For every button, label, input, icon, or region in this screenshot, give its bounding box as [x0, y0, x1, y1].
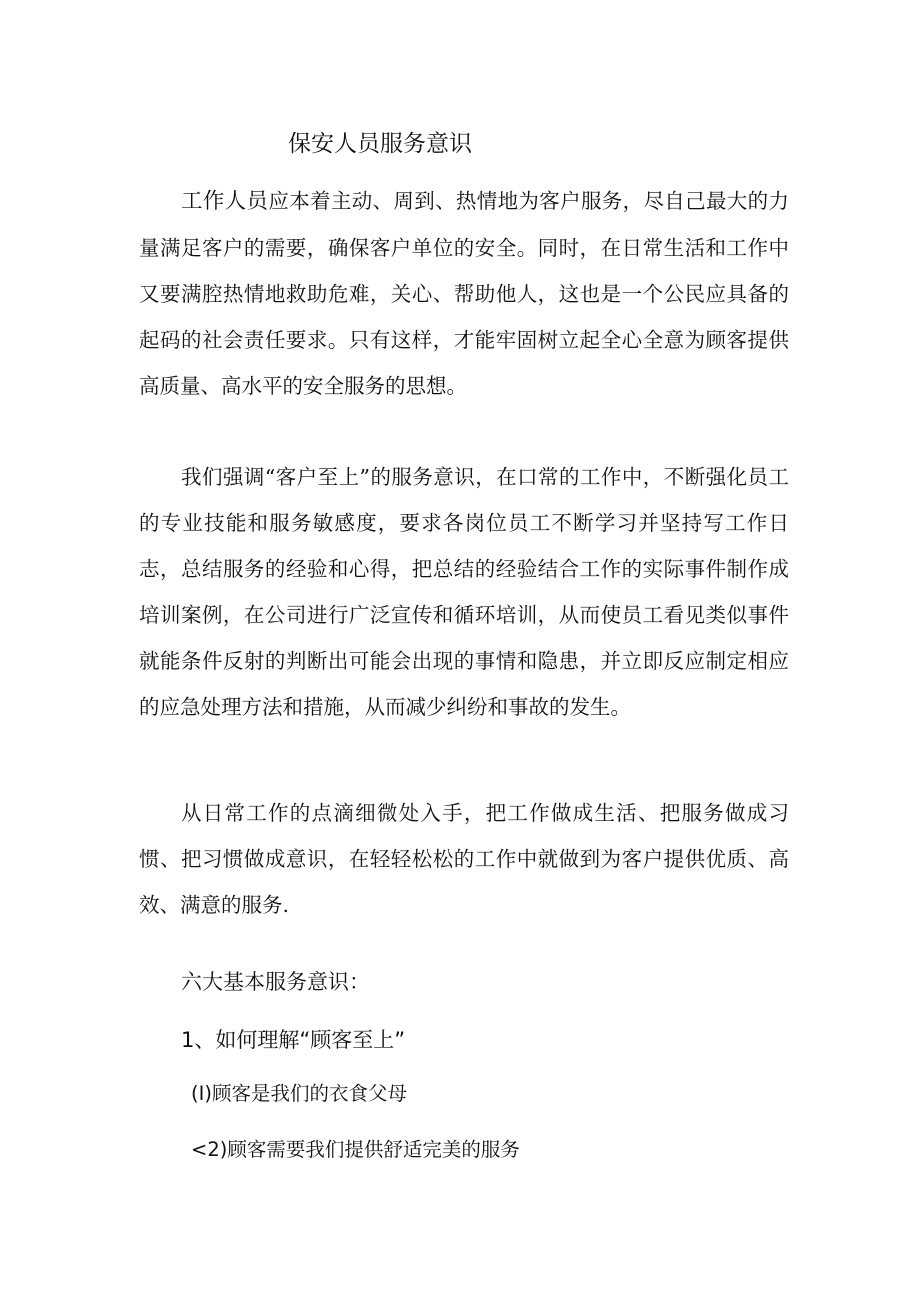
- subheading: 1、如何理解“顾客至上”: [181, 1028, 406, 1052]
- paragraph-3: [139, 790, 789, 928]
- paragraph-1-lead: 工作人员: [181, 189, 269, 214]
- paragraph-1-text: 应本着主动、周到、热情地为客户服务，尽自己最大的力量满足客户的需要，确保客户单位的安全。同时，在日常生活和工作中又要满腔热情地救助危难，关心、帮助他人，这也是一个公民应具备的起码的社会责任要求。只有这样，才能牢固树立起全心全意为顾客提供高质量、高水平的安全服务的思想。: [139, 189, 789, 398]
- document-title: 保安人员服务意识: [288, 131, 472, 157]
- paragraph-2: [139, 454, 789, 730]
- list-item-text: 顾客是我们的衣食父母: [211, 1082, 407, 1105]
- list-item-number: <2): [191, 1138, 228, 1161]
- section-heading: 六大基本服务意识：: [181, 970, 370, 994]
- list-item: [191, 1079, 407, 1109]
- paragraph-1: [139, 178, 789, 409]
- list-item-number: (I): [191, 1082, 212, 1105]
- list-item-text: 顾客需要我们提供舒适完美的服务: [227, 1138, 520, 1161]
- paragraph-3-text: 从日常工作的点滴细微处入手，把工作做成生活、把服务做成习惯、把习惯做成意识，在轻轻松松的工作中就做到为客户提供优质、高效、满意的服务.: [139, 801, 789, 917]
- list-item: [191, 1135, 520, 1165]
- paragraph-2-text: 我们强调“客户至上”的服务意识，在口常的工作中，不断强化员工的专业技能和服务敏感度，要求各岗位员工不断学习并坚持写工作日志，总结服务的经验和心得，把总结的经验结合工作的实际事件制作成培训案例，在公司进行广泛宣传和循环培训，从而使员工看见类似事件就能条件反射的判断出可能会出现的事情和隐患，并立即反应制定相应的应急处理方法和措施，从而减少纠纷和事故的发生。: [139, 465, 789, 719]
